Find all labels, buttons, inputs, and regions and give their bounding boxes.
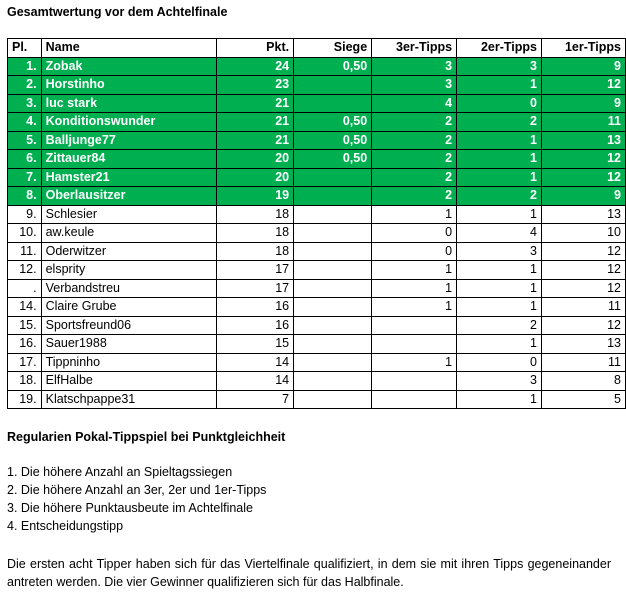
cell-rank: 8. [8,187,42,206]
cell-3er-tipps: 0 [372,242,457,261]
cell-2er-tipps: 1 [457,150,542,169]
cell-name: Konditionswunder [41,113,216,132]
cell-rank: 12. [8,261,42,280]
cell-points: 16 [216,298,294,317]
cell-name: Claire Grube [41,298,216,317]
table-row [8,113,626,132]
table-row [8,224,626,243]
cell-3er-tipps: 4 [372,94,457,113]
tiebreak-heading: Regularien Pokal-Tippspiel bei Punktgleichheit [7,430,286,444]
cell-3er-tipps: 3 [372,76,457,95]
cell-1er-tipps: 12 [542,261,626,280]
cell-1er-tipps: 13 [542,131,626,150]
cell-name: Zittauer84 [41,150,216,169]
cell-2er-tipps: 1 [457,390,542,409]
cell-name: Tippninho [41,353,216,372]
cell-3er-tipps: 0 [372,224,457,243]
cell-wins [294,76,372,95]
table-row [8,205,626,224]
cell-name: luc stark [41,94,216,113]
page-title: Gesamtwertung vor dem Achtelfinale [7,5,228,19]
cell-name: Oberlausitzer [41,187,216,206]
cell-name: Hamster21 [41,168,216,187]
cell-3er-tipps: 1 [372,261,457,280]
cell-rank: 11. [8,242,42,261]
cell-rank: 5. [8,131,42,150]
cell-wins: 0,50 [294,131,372,150]
table-row [8,316,626,335]
cell-rank: 16. [8,335,42,354]
cell-name: Zobak [41,57,216,76]
cell-points: 20 [216,150,294,169]
cell-2er-tipps: 1 [457,261,542,280]
cell-name: elsprity [41,261,216,280]
cell-wins [294,353,372,372]
cell-name: Klatschpappe31 [41,390,216,409]
cell-rank: 10. [8,224,42,243]
cell-1er-tipps: 12 [542,242,626,261]
cell-2er-tipps: 1 [457,335,542,354]
cell-wins: 0,50 [294,150,372,169]
tiebreak-rules-list [7,463,266,535]
header-wins: Siege [294,39,372,58]
cell-rank: 14. [8,298,42,317]
cell-3er-tipps: 3 [372,57,457,76]
header-rank: Pl. [8,39,42,58]
cell-3er-tipps [372,316,457,335]
cell-name: Verbandstreu [41,279,216,298]
cell-1er-tipps: 10 [542,224,626,243]
cell-wins [294,205,372,224]
cell-1er-tipps: 9 [542,187,626,206]
cell-2er-tipps: 0 [457,353,542,372]
cell-3er-tipps: 1 [372,353,457,372]
cell-name: Oderwitzer [41,242,216,261]
list-item: 3. Die höhere Punktausbeute im Achtelfinale [7,501,253,515]
cell-wins [294,335,372,354]
cell-1er-tipps: 11 [542,298,626,317]
cell-1er-tipps: 12 [542,279,626,298]
cell-1er-tipps: 12 [542,150,626,169]
cell-3er-tipps: 1 [372,298,457,317]
cell-2er-tipps: 1 [457,279,542,298]
header-3er-tipps: 3er-Tipps [372,39,457,58]
cell-2er-tipps: 1 [457,131,542,150]
cell-wins [294,316,372,335]
table-row [8,150,626,169]
cell-name: ElfHalbe [41,372,216,391]
cell-3er-tipps [372,372,457,391]
table-row [8,168,626,187]
cell-rank: 15. [8,316,42,335]
cell-2er-tipps: 1 [457,76,542,95]
cell-3er-tipps: 2 [372,131,457,150]
cell-points: 16 [216,316,294,335]
cell-wins [294,242,372,261]
cell-wins [294,261,372,280]
cell-2er-tipps: 1 [457,205,542,224]
cell-2er-tipps: 4 [457,224,542,243]
cell-points: 24 [216,57,294,76]
cell-wins [294,168,372,187]
cell-points: 18 [216,205,294,224]
cell-points: 14 [216,372,294,391]
table-row [8,131,626,150]
table-row [8,298,626,317]
cell-wins [294,279,372,298]
cell-points: 14 [216,353,294,372]
cell-2er-tipps: 2 [457,187,542,206]
cell-1er-tipps: 9 [542,57,626,76]
table-row [8,76,626,95]
cell-rank: 4. [8,113,42,132]
cell-3er-tipps: 1 [372,279,457,298]
cell-rank: . [8,279,42,298]
list-item: 4. Entscheidungstipp [7,519,124,533]
cell-2er-tipps: 0 [457,94,542,113]
table-row [8,390,626,409]
cell-3er-tipps [372,390,457,409]
cell-3er-tipps: 2 [372,187,457,206]
cell-2er-tipps: 1 [457,298,542,317]
cell-rank: 7. [8,168,42,187]
cell-points: 17 [216,261,294,280]
cell-name: aw.keule [41,224,216,243]
cell-3er-tipps: 1 [372,205,457,224]
cell-points: 7 [216,390,294,409]
header-points: Pkt. [216,39,294,58]
cell-3er-tipps: 2 [372,113,457,132]
cell-points: 20 [216,168,294,187]
list-item: 1. Die höhere Anzahl an Spieltagssiegen [7,465,233,479]
cell-points: 21 [216,94,294,113]
table-row [8,94,626,113]
cell-wins [294,372,372,391]
cell-wins [294,298,372,317]
cell-1er-tipps: 13 [542,335,626,354]
cell-points: 18 [216,242,294,261]
cell-points: 15 [216,335,294,354]
cell-2er-tipps: 3 [457,372,542,391]
cell-1er-tipps: 11 [542,353,626,372]
cell-points: 17 [216,279,294,298]
cell-points: 21 [216,131,294,150]
cell-rank: 17. [8,353,42,372]
cell-rank: 9. [8,205,42,224]
table-row [8,335,626,354]
cell-1er-tipps: 11 [542,113,626,132]
cell-points: 23 [216,76,294,95]
cell-1er-tipps: 9 [542,94,626,113]
cell-rank: 2. [8,76,42,95]
cell-1er-tipps: 8 [542,372,626,391]
header-2er-tipps: 2er-Tipps [457,39,542,58]
standings-table [7,38,626,409]
cell-3er-tipps: 2 [372,168,457,187]
list-item: 2. Die höhere Anzahl an 3er, 2er und 1er-Tipps [7,483,267,497]
cell-name: Sauer1988 [41,335,216,354]
cell-2er-tipps: 3 [457,242,542,261]
cell-wins [294,224,372,243]
cell-2er-tipps: 2 [457,316,542,335]
table-row [8,372,626,391]
cell-1er-tipps: 12 [542,316,626,335]
cell-1er-tipps: 12 [542,168,626,187]
table-row [8,242,626,261]
cell-rank: 18. [8,372,42,391]
table-row [8,57,626,76]
cell-points: 19 [216,187,294,206]
cell-3er-tipps [372,335,457,354]
cell-wins [294,94,372,113]
cell-name: Schlesier [41,205,216,224]
closing-paragraph: Die ersten acht Tipper haben sich für das Viertelfinale qualifiziert, in dem sie mit ihren Tipps gegeneinander antreten werden. Die vier Gewinner qualifizieren sich für das Halbfinale. [7,557,611,589]
cell-rank: 6. [8,150,42,169]
table-row [8,279,626,298]
table-body [8,57,626,409]
cell-1er-tipps: 12 [542,76,626,95]
cell-2er-tipps: 3 [457,57,542,76]
table-row [8,261,626,280]
cell-points: 18 [216,224,294,243]
cell-3er-tipps: 2 [372,150,457,169]
cell-name: Horstinho [41,76,216,95]
table-row [8,353,626,372]
cell-2er-tipps: 1 [457,168,542,187]
header-1er-tipps: 1er-Tipps [542,39,626,58]
cell-rank: 19. [8,390,42,409]
cell-2er-tipps: 2 [457,113,542,132]
cell-rank: 3. [8,94,42,113]
cell-wins [294,390,372,409]
header-name: Name [41,39,216,58]
cell-name: Sportsfreund06 [41,316,216,335]
table-header-row [8,39,626,58]
cell-wins [294,187,372,206]
table-row [8,187,626,206]
cell-name: Balljunge77 [41,131,216,150]
cell-1er-tipps: 13 [542,205,626,224]
cell-wins: 0,50 [294,57,372,76]
cell-rank: 1. [8,57,42,76]
cell-1er-tipps: 5 [542,390,626,409]
cell-points: 21 [216,113,294,132]
cell-wins: 0,50 [294,113,372,132]
